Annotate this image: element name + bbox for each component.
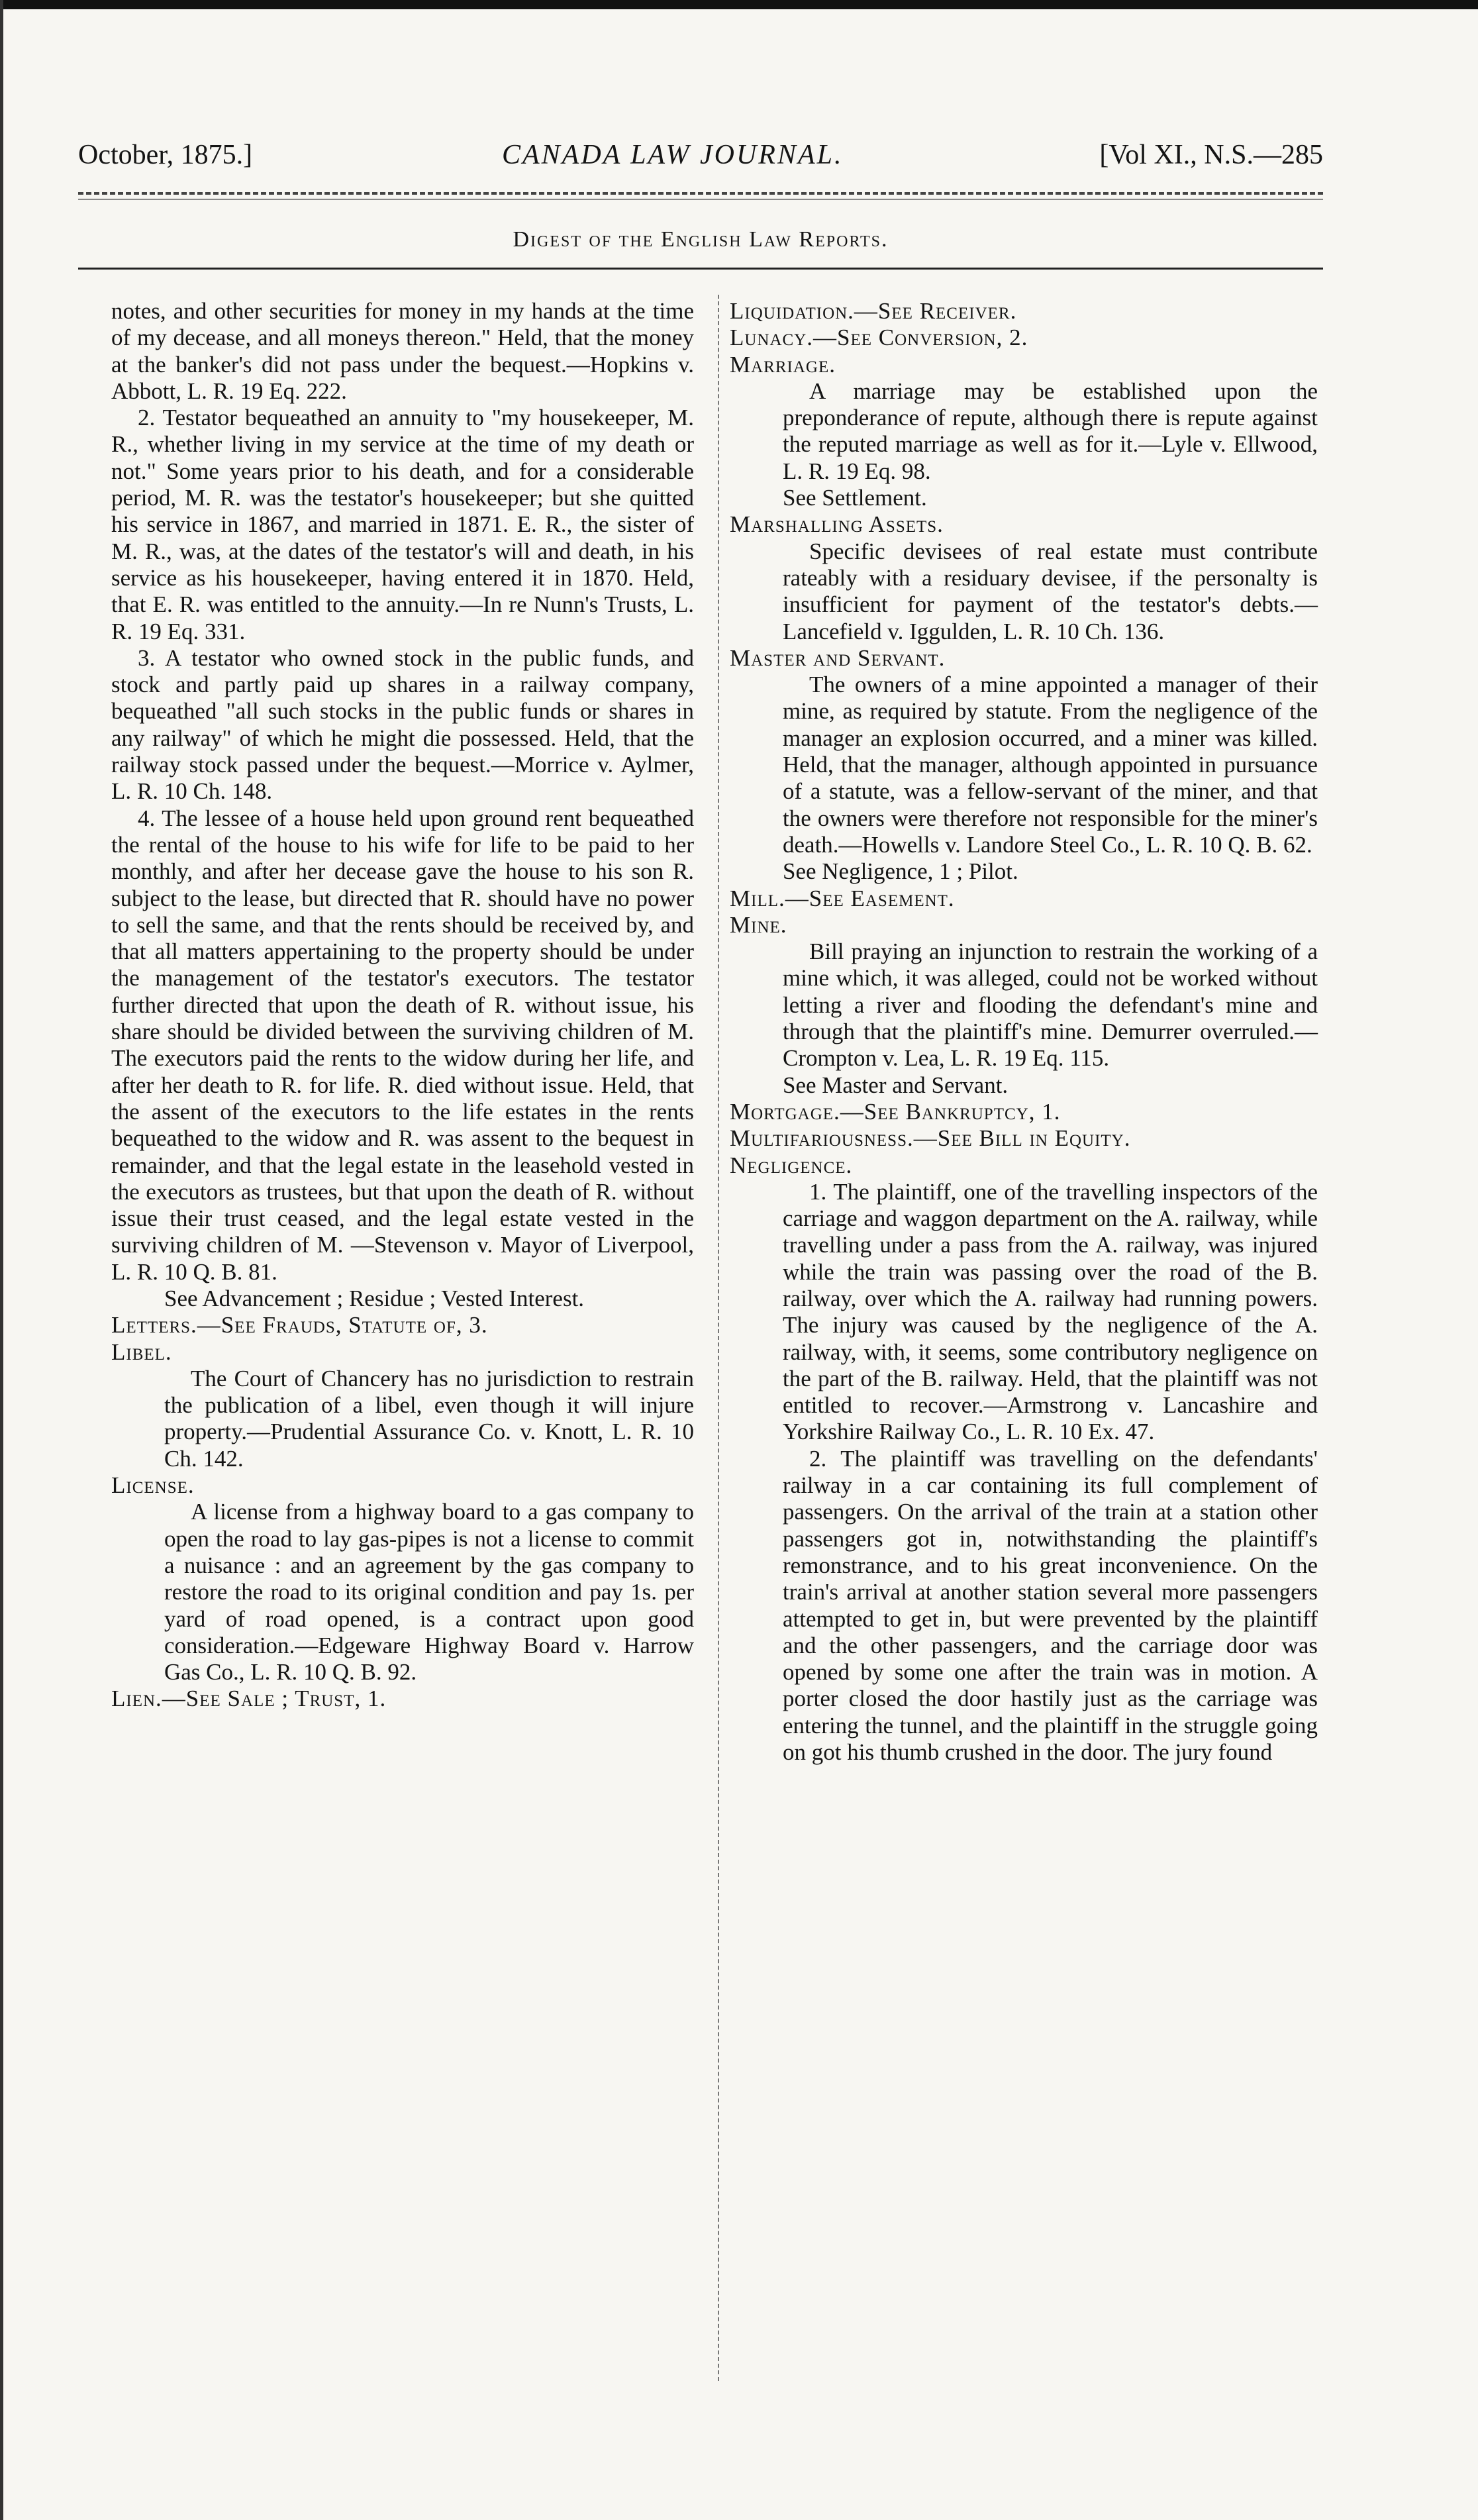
entry-heading: Mill.—See Easement. <box>730 885 955 911</box>
paragraph: The owners of a mine appointed a manager of their mine, as required by statute. From the negligence of the manager an explosion occurred, and a miner was killed. Held, that the manager, although appointed in pursuance of a statute, was a fellow-servant of the miner, and that the owners were therefore not responsible for the miner's death.—Howells v. Landore Steel Co., L. R. 10 Q. B. 62. <box>783 672 1318 858</box>
entry-heading: Liquidation.—See Receiver. <box>730 298 1017 324</box>
section-rule <box>78 268 1323 270</box>
paragraph: A marriage may be established upon the preponderance of repute, although there is repute against the reputed marriage as well as for it.—Lyle v. Ellwood, L. R. 19 Eq. 98. <box>783 378 1318 484</box>
cross-reference: See Negligence, 1 ; Pilot. <box>783 858 1018 885</box>
entry-heading: Letters.—See Frauds, Statute of, 3. <box>111 1312 488 1338</box>
paragraph: The Court of Chancery has no jurisdiction to restrain the publication of a libel, even though it will injure property.—Prudential Assurance Co. v. Knott, L. R. 10 Ch. 142. <box>164 1365 694 1472</box>
paragraph: 1. The plaintiff, one of the travelling inspectors of the carriage and waggon department on the A. railway, while travelling under a pass from the A. railway, was injured while the train was passing over the road of the B. railway, over which the A. railway had running powers. The injury was caused by the negligence of the A. railway, with, it seems, some contributory negligence on the part of the B. railway. Held, that the plaintiff was not entitled to recover.—Armstrong v. Lancashire and Yorkshire Railway Co., L. R. 10 Ex. 47. <box>783 1178 1318 1445</box>
entry-heading: Multifariousness.—See Bill in Equity. <box>730 1125 1131 1152</box>
left-column <box>111 298 694 1713</box>
entry-heading: Master and Servant. <box>730 644 946 671</box>
paragraph: notes, and other securities for money in my hands at the time of my decease, and all moneys thereon." Held, that the money at the banker's did not pass under the bequest.—Hopkins v. Abbott, L. R. 19 Eq. 222. <box>111 298 694 404</box>
column-divider <box>718 295 719 2381</box>
running-header <box>78 139 1323 185</box>
header-rule <box>78 192 1323 195</box>
paragraph: Bill praying an injunction to restrain the working of a mine which, it was alleged, could not be worked without letting a river and flooding the defendant's mine and through that the plaintiff's mine. Demurrer overruled.—Crompton v. Lea, L. R. 19 Eq. 115. <box>783 938 1318 1072</box>
cross-reference: See Master and Servant. <box>783 1072 1009 1098</box>
paragraph: 2. The plaintiff was travelling on the defendants' railway in a car containing its full complement of passengers. On the arrival of the train at a station other passengers got in, notwithstanding the plaintiff's remonstrance, and to his great inconvenience. On the train's arrival at another station several more passengers attempted to get in, but were prevented by the plaintiff and the other passengers, and the carriage door was opened by some one after the train was in motion. A porter closed the door hastily just as the carriage was entering the tunnel, and the plaintiff in the struggle going on got his thumb crushed in the door. The jury found <box>783 1445 1318 1766</box>
entry-heading: Marshalling Assets. <box>730 511 944 538</box>
entry-heading: License. <box>111 1472 195 1499</box>
paragraph: 2. Testator bequeathed an annuity to "my housekeeper, M. R., whether living in my service at the time of my death or not." Some years prior to his death, and for a considerable period, M. R. was the testator's housekeeper; but she quitted his service in 1867, and married in 1871. E. R., the sister of M. R., was, at the dates of the testator's will and death, in his service as his housekeeper, having entered it in 1870. Held, that E. R. was entitled to the annuity.—In re Nunn's Trusts, L. R. 19 Eq. 331. <box>111 405 694 644</box>
entry-heading: Mortgage.—See Bankruptcy, 1. <box>730 1098 1061 1125</box>
right-column <box>730 298 1318 1766</box>
header-date: October, 1875.] <box>78 140 253 170</box>
volume-page: [Vol XI., N.S.—285 <box>1099 140 1323 170</box>
cross-reference: See Settlement. <box>783 485 927 511</box>
entry-heading: Libel. <box>111 1338 172 1365</box>
entry-heading: Negligence. <box>730 1152 853 1178</box>
entry-heading: Lien.—See Sale ; Trust, 1. <box>111 1686 387 1712</box>
section-title: Digest of the English Law Reports. <box>513 227 889 252</box>
entry-heading: Marriage. <box>730 351 836 378</box>
paragraph: 3. A testator who owned stock in the public funds, and stock and partly paid up shares in a railway company, bequeathed "all such stocks in the public funds or shares in any railway" of which he might die possessed. Held, that the railway stock passed under the bequest.—Morrice v. Aylmer, L. R. 10 Ch. 148. <box>111 644 694 805</box>
paragraph: A license from a highway board to a gas company to open the road to lay gas-pipes is not a license to commit a nuisance : and an agreement by the gas company to restore the road to its original condition and pay 1s. per yard of road opened, is a contract upon good consideration.—Edgeware Highway Board v. Harrow Gas Co., L. R. 10 Q. B. 92. <box>164 1499 694 1686</box>
left-border <box>0 0 3 2520</box>
entry-heading: Lunacy.—See Conversion, 2. <box>730 325 1028 351</box>
entry-heading: Mine. <box>730 911 787 938</box>
paragraph: Specific devisees of real estate must contribute rateably with a residuary devisee, if the personalty is insufficient for payment of the testator's debts.—Lancefield v. Iggulden, L. R. 10 Ch. 136. <box>783 538 1318 644</box>
journal-title: CANADA LAW JOURNAL. <box>502 140 844 170</box>
cross-reference: See Advancement ; Residue ; Vested Interest. <box>164 1285 585 1311</box>
top-border <box>0 0 1478 9</box>
header-rule-thin <box>78 199 1323 200</box>
paragraph: 4. The lessee of a house held upon ground rent bequeathed the rental of the house to his wife for life to be paid to her monthly, and after her decease gave the house to his son R. subject to the lease, but directed that R. should have no power to sell the same, and that the rents should be received by, and that all matters appertaining to the property should be under the management of the testator's executors. The testator further directed that upon the death of R. without issue, his share should be divided between the surviving children of M. The executors paid the rents to the widow during her life, and after her death to R. for life. R. died without issue. Held, that the assent of the executors to the life estates in the rents bequeathed to the widow and R. was assent to the bequest in remainder, and that the legal estate in the leasehold vested in the executors as trustees, but that upon the death of R. without issue their trust ceased, and the legal estate vested in the surviving children of M. —Stevenson v. Mayor of Liverpool, L. R. 10 Q. B. 81. <box>111 805 694 1285</box>
